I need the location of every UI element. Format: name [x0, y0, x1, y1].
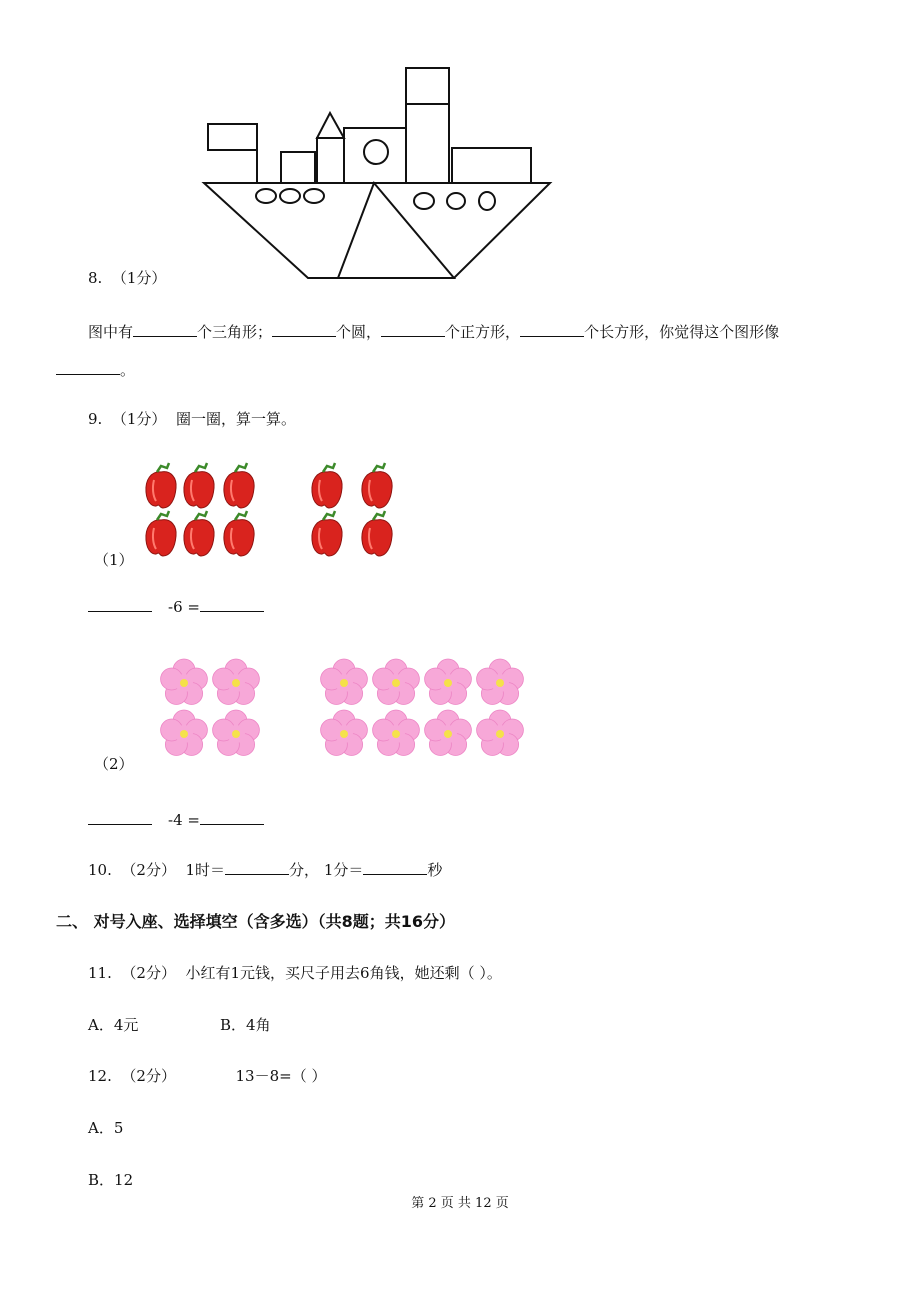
flower-icon: [373, 659, 420, 705]
flower-icon: [161, 659, 208, 705]
flower-icon: [321, 710, 368, 756]
flower-icon: [321, 659, 368, 705]
answer-blank[interactable]: [520, 322, 584, 337]
answer-blank[interactable]: [88, 810, 152, 825]
answer-blank[interactable]: [381, 322, 445, 337]
answer-blank[interactable]: [363, 860, 427, 875]
text: 个圆，: [336, 323, 382, 341]
flower-icon: [425, 659, 472, 705]
question-number: 10.: [88, 861, 112, 879]
question-12: [88, 1066, 326, 1086]
answer-blank[interactable]: [56, 360, 120, 375]
text: 图中有: [88, 323, 134, 341]
pepper-icon: [312, 511, 342, 556]
pepper-icon: [362, 511, 392, 556]
text: 秒: [427, 861, 443, 879]
question-score: （1分）: [111, 410, 167, 428]
flower-icon: [373, 710, 420, 756]
equation-text: -6 =: [168, 598, 200, 616]
text: 个长方形，你觉得这个图形像: [584, 323, 780, 341]
pepper-icon: [312, 463, 342, 508]
flower-icon: [161, 710, 208, 756]
flower-icon: [213, 710, 260, 756]
part-1-label: （1）: [94, 551, 134, 569]
question-score: （2分）: [121, 1067, 176, 1085]
option-a[interactable]: A．4元: [88, 1016, 139, 1034]
pepper-icon: [146, 511, 176, 556]
flower-icon: [213, 659, 260, 705]
question-number: 12.: [88, 1067, 112, 1085]
pepper-icon: [362, 463, 392, 508]
question-text: 小红有1元钱，买尺子用去6角钱，她还剩（ ）。: [185, 964, 502, 982]
question-score: （2分）: [121, 964, 176, 982]
flower-icon: [477, 710, 524, 756]
flower-icon: [425, 710, 472, 756]
answer-blank[interactable]: [272, 322, 336, 337]
question-score: （2分）: [121, 861, 176, 879]
question-number: 11.: [88, 964, 112, 982]
ship-figure: [0, 0, 920, 300]
option-b[interactable]: B．12: [88, 1171, 134, 1189]
part-2-label: （2）: [94, 755, 134, 773]
pepper-icon: [146, 463, 176, 508]
pepper-icon: [224, 463, 254, 508]
question-10: [88, 860, 442, 880]
question-number: 8.: [88, 269, 103, 287]
pepper-icon: [184, 463, 214, 508]
text: 。: [120, 361, 136, 379]
text: 1分＝: [323, 861, 364, 879]
pepper-icon: [184, 511, 214, 556]
answer-blank[interactable]: [200, 810, 264, 825]
answer-blank[interactable]: [200, 597, 264, 612]
question-score: （1分）: [111, 269, 167, 287]
section-title: 二、 对号入座、选择填空（含多选）（共8题；共16分）: [56, 912, 455, 931]
question-8-line-1: [88, 322, 779, 342]
pepper-icon: [224, 511, 254, 556]
question-text: 13－8=（ ）: [235, 1067, 327, 1085]
page-footer: 第 2 页 共 12 页: [411, 1196, 509, 1211]
question-number: 9.: [88, 410, 103, 428]
question-text: 圈一圈，算一算。: [175, 410, 296, 428]
question-9-header: [88, 409, 296, 429]
question-8-line-2: [56, 360, 135, 380]
part-2-equation: [88, 810, 264, 830]
question-8-header: [88, 268, 166, 288]
answer-blank[interactable]: [88, 597, 152, 612]
option-a[interactable]: A．5: [88, 1119, 124, 1137]
answer-blank[interactable]: [225, 860, 289, 875]
equation-text: -4 =: [168, 811, 200, 829]
flower-group: [0, 650, 920, 770]
part-1-equation: [88, 597, 264, 617]
text: 1时＝: [185, 861, 226, 879]
text: 分，: [289, 861, 320, 879]
question-11: [88, 963, 502, 983]
text: 个三角形；: [197, 323, 273, 341]
flower-icon: [477, 659, 524, 705]
answer-blank[interactable]: [133, 322, 197, 337]
option-b[interactable]: B．4角: [220, 1016, 271, 1034]
pepper-group: [0, 455, 920, 575]
text: 个正方形，: [445, 323, 521, 341]
